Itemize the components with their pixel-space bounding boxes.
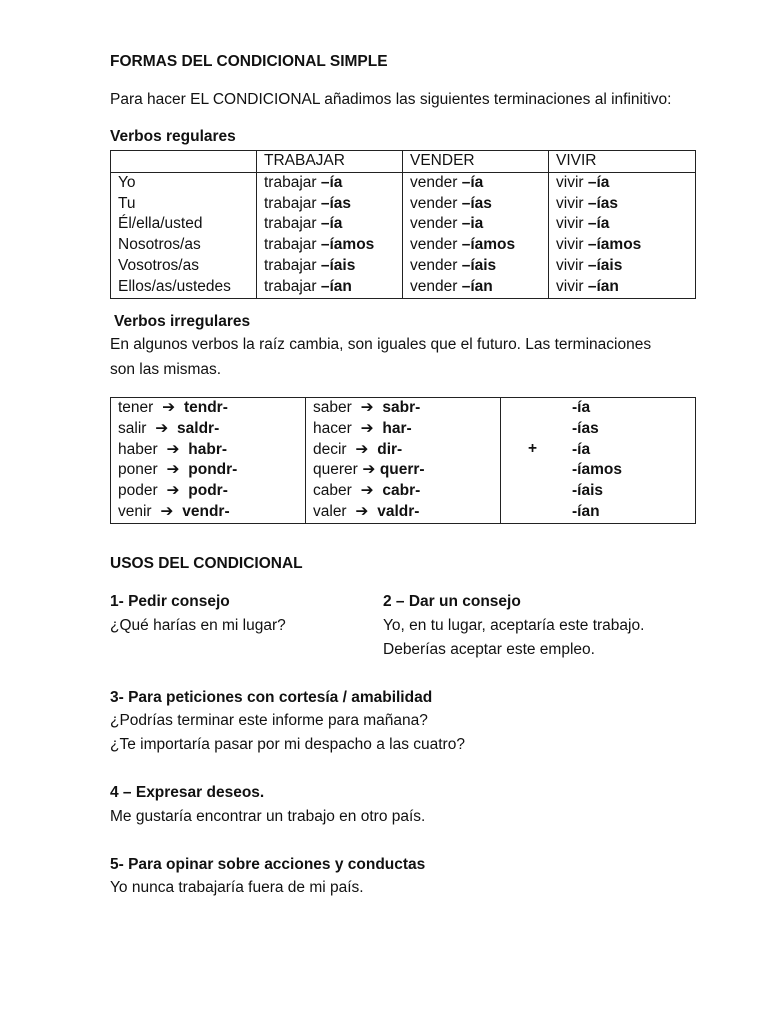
header-cell: VIVIR (549, 151, 696, 173)
conjugation: trabajar –ía (264, 173, 343, 191)
pronoun: Tu (118, 194, 136, 212)
irregular-verb: decir ➔ dir- (313, 440, 500, 461)
pronoun: Vosotros/as (118, 256, 199, 274)
irregular-verbs-table (110, 397, 696, 524)
regular-verbs-table (110, 150, 696, 299)
arrow-right-icon: ➔ (355, 440, 369, 458)
irregular-verb: saber ➔ sabr- (313, 398, 500, 419)
pronoun: Ellos/as/ustedes (118, 277, 231, 295)
conjugation: vivir –ía (556, 173, 610, 191)
document-title: FORMAS DEL CONDICIONAL SIMPLE (110, 53, 388, 70)
irregular-verb: valer ➔ valdr- (313, 502, 500, 523)
uso2-text2: Deberías aceptar este empleo. (383, 641, 595, 658)
conjugation: vender –ían (410, 277, 493, 295)
irregular-verb: tener ➔ tendr- (118, 398, 305, 419)
uso1-text: ¿Qué harías en mi lugar? (110, 617, 286, 634)
conjugation: vender –ía (410, 173, 484, 191)
arrow-right-icon: ➔ (155, 419, 169, 437)
conjugation: vender –ia (410, 215, 484, 233)
uso1-title: 1- Pedir consejo (110, 593, 230, 610)
uso5-text: Yo nunca trabajaría fuera de mi país. (110, 879, 364, 896)
arrow-right-icon: ➔ (360, 399, 374, 416)
header-cell (111, 151, 257, 173)
uso5-title: 5- Para opinar sobre acciones y conductas (110, 856, 426, 873)
irregular-col2 (306, 398, 501, 524)
table-row (111, 172, 696, 298)
intro-text: Para hacer EL CONDICIONAL añadimos las siguientes terminaciones al infinitivo: (110, 91, 672, 108)
table-row (111, 398, 696, 524)
conjugation: trabajar –íais (264, 256, 356, 274)
ending: -íamos (572, 461, 622, 479)
uso3-text1: ¿Podrías terminar este informe para mañana? (110, 712, 428, 729)
arrow-right-icon: ➔ (360, 482, 374, 500)
uso4-text: Me gustaría encontrar un trabajo en otro país. (110, 808, 426, 825)
ending: -ían (572, 502, 600, 520)
conjugation: vender –ías (410, 194, 492, 212)
irregular-text-line2: son las mismas. (110, 361, 222, 378)
uso3-title: 3- Para peticiones con cortesía / amabilidad (110, 689, 433, 706)
trabajar-column (257, 172, 403, 298)
conjugation: vivir –íais (556, 256, 623, 274)
conjugation: vivir –íamos (556, 236, 642, 254)
uso3-text2: ¿Te importaría pasar por mi despacho a las cuatro? (110, 736, 465, 753)
conjugation: vender –íamos (410, 236, 516, 254)
conjugation: vivir –ías (556, 194, 619, 212)
conjugation: trabajar –íamos (264, 236, 375, 254)
irregular-verb: venir ➔ vendr- (118, 502, 305, 523)
conjugation: vivir –ía (556, 215, 610, 233)
vivir-column (549, 172, 696, 298)
conjugation: trabajar –ía (264, 215, 343, 233)
arrow-right-icon: ➔ (362, 461, 376, 479)
pronoun: Él/ella/usted (118, 215, 203, 233)
conjugation: trabajar –ías (264, 194, 352, 212)
plus-sign: + (528, 440, 538, 457)
arrow-right-icon: ➔ (166, 482, 180, 500)
usos-heading: USOS DEL CONDICIONAL (110, 555, 303, 572)
irregular-verb: hacer ➔ har- (313, 419, 500, 440)
conjugation: trabajar –ían (264, 277, 352, 295)
header-cell: VENDER (403, 151, 549, 173)
arrow-right-icon: ➔ (160, 502, 174, 520)
arrow-right-icon: ➔ (360, 419, 374, 437)
arrow-right-icon: ➔ (166, 461, 180, 479)
conjugation: vivir –ían (556, 277, 619, 295)
arrow-right-icon: ➔ (162, 399, 176, 416)
endings-column (501, 398, 696, 524)
ending: -ías (572, 419, 599, 437)
irregular-verb: querer ➔ querr- (313, 460, 500, 481)
irregular-heading: Verbos irregulares (114, 313, 251, 330)
uso2-text1: Yo, en tu lugar, aceptaría este trabajo. (383, 617, 645, 634)
vender-column (403, 172, 549, 298)
ending: -ía (572, 399, 591, 416)
regular-heading: Verbos regulares (110, 128, 236, 145)
irregular-verb: caber ➔ cabr- (313, 481, 500, 502)
uso2-title: 2 – Dar un consejo (383, 593, 521, 610)
pronoun: Yo (118, 173, 136, 191)
conjugation: vender –íais (410, 256, 497, 274)
irregular-text-line1: En algunos verbos la raíz cambia, son iguales que el futuro. Las terminaciones (110, 336, 652, 353)
uso4-title: 4 – Expresar deseos. (110, 784, 265, 801)
irregular-verb: poder ➔ podr- (118, 481, 305, 502)
irregular-verb: salir ➔ saldr- (118, 419, 305, 440)
arrow-right-icon: ➔ (355, 502, 369, 520)
table-header-row (111, 151, 696, 173)
pronoun-column (111, 172, 257, 298)
ending: -ía (572, 440, 591, 458)
irregular-col1 (111, 398, 306, 524)
irregular-verb: haber ➔ habr- (118, 440, 305, 461)
irregular-verb: poner ➔ pondr- (118, 460, 305, 481)
arrow-right-icon: ➔ (166, 440, 180, 458)
ending: -íais (572, 482, 604, 500)
pronoun: Nosotros/as (118, 236, 201, 254)
header-cell: TRABAJAR (257, 151, 403, 173)
